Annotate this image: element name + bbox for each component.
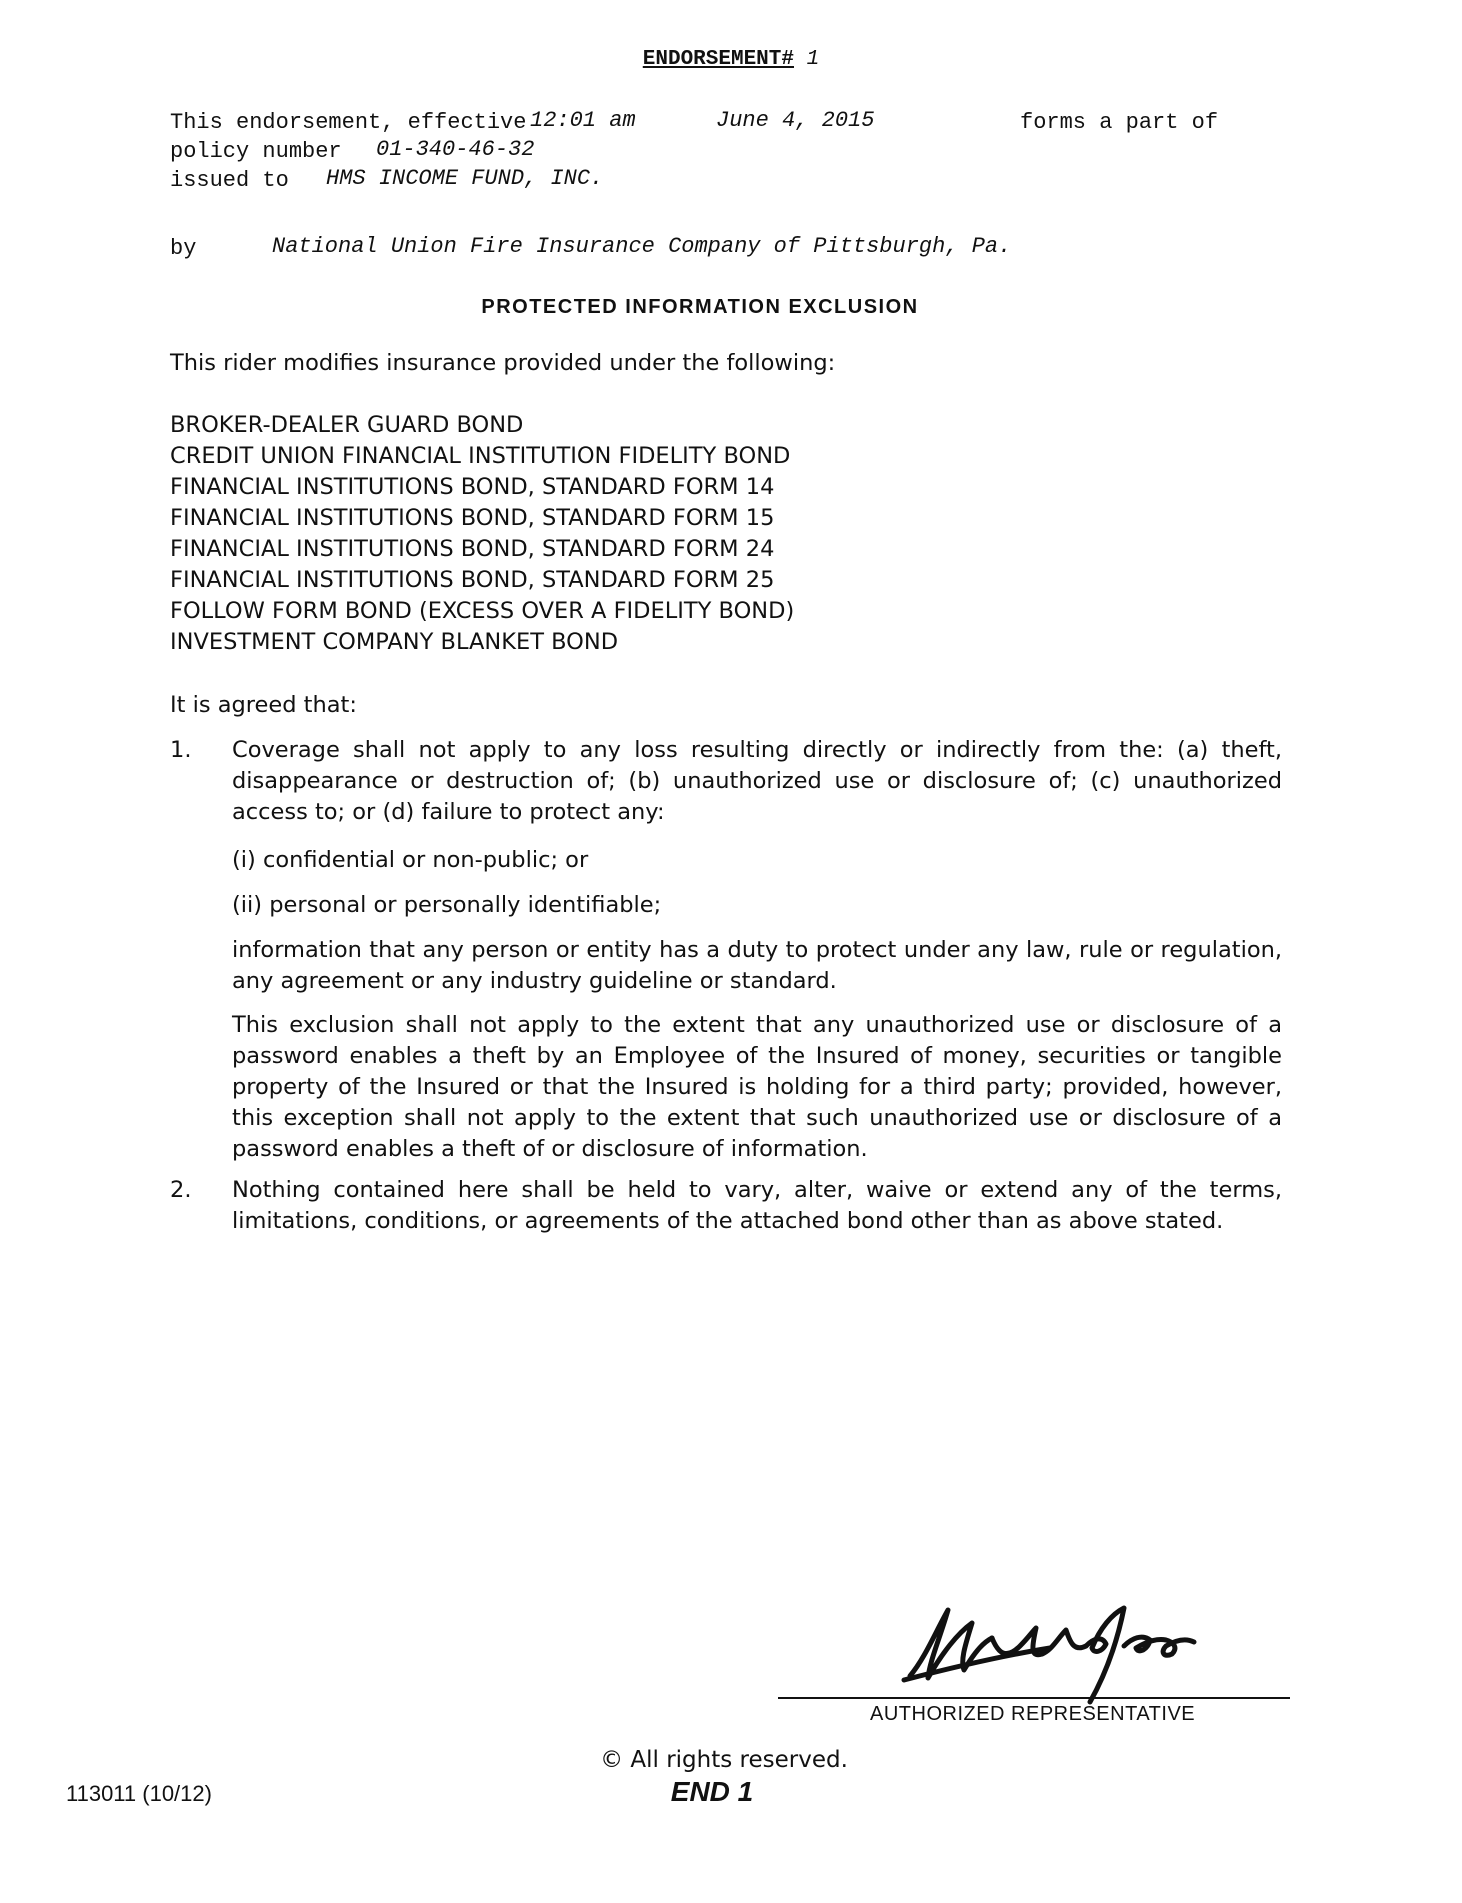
clause-text: Coverage shall not apply to any loss resulting directly or indirectly from the: (a) theft, disappearance or destruction of; (b) unauthorized use or disclosure of; (c) unauthorized access to; or (d) failure to protect any: <box>232 737 1282 825</box>
forms-part-of: forms a part of <box>1020 110 1219 135</box>
issued-to-name: HMS INCOME FUND, INC. <box>326 166 604 191</box>
bond-item: CREDIT UNION FINANCIAL INSTITUTION FIDELITY BOND <box>170 443 791 469</box>
rights-notice: © All rights reserved. <box>600 1747 848 1773</box>
policy-number-label: policy number <box>170 139 342 164</box>
policy-number: 01-340-46-32 <box>376 137 535 162</box>
bond-item: FINANCIAL INSTITUTIONS BOND, STANDARD FORM 24 <box>170 536 775 562</box>
endorsement-number: 1 <box>806 48 820 71</box>
bond-item: INVESTMENT COMPANY BLANKET BOND <box>170 629 619 655</box>
clause-information-text: information that any person or entity has a duty to protect under any law, rule or regulation, any agreement or any industry guideline or standard. <box>232 937 1282 994</box>
bond-item: FOLLOW FORM BOND (EXCESS OVER A FIDELITY BOND) <box>170 598 795 624</box>
endorsement-title <box>0 48 1462 71</box>
bond-item: FINANCIAL INSTITUTIONS BOND, STANDARD FORM 14 <box>170 474 775 500</box>
intro-text: This rider modifies insurance provided under the following: <box>170 350 836 376</box>
form-number: 113011 (10/12) <box>66 1781 212 1806</box>
effective-prefix: This endorsement, effective <box>170 110 527 135</box>
by-label: by <box>170 236 197 261</box>
clause-marker: 1. <box>170 737 192 763</box>
bond-item: BROKER-DEALER GUARD BOND <box>170 412 524 438</box>
bond-item: FINANCIAL INSTITUTIONS BOND, STANDARD FORM 25 <box>170 567 775 593</box>
signature-caption: AUTHORIZED REPRESENTATIVE <box>870 1703 1196 1725</box>
insurer-name: National Union Fire Insurance Company of Pittsburgh, Pa. <box>272 234 1012 259</box>
effective-time: 12:01 am <box>530 108 636 133</box>
clause-sub-ii: (ii) personal or personally identifiable; <box>232 892 662 918</box>
handwritten-signature <box>880 1598 1230 1708</box>
section-title: PROTECTED INFORMATION EXCLUSION <box>481 296 919 318</box>
clause-exception-text: This exclusion shall not apply to the extent that any unauthorized use or disclosure of a password enables a theft by an Employee of the Insured of money, securities or tangible property of the Insured or that the Insured is holding for a third party; provided, however, this exception shall not apply to the extent that such unauthorized use or disclosure of a password enables a theft of or disclosure of information. <box>232 1012 1282 1162</box>
bond-item: FINANCIAL INSTITUTIONS BOND, STANDARD FORM 15 <box>170 505 775 531</box>
endorsement-label: ENDORSEMENT# <box>642 48 794 71</box>
clause-text: Nothing contained here shall be held to vary, alter, waive or extend any of the terms, limitations, conditions, or agreements of the attached bond other than as above stated. <box>232 1177 1282 1234</box>
effective-date: June 4, 2015 <box>716 108 875 133</box>
clause-marker: 2. <box>170 1177 192 1203</box>
bond-list <box>170 410 794 658</box>
end-label: END 1 <box>670 1776 754 1807</box>
clause-sub-i: (i) confidential or non-public; or <box>232 847 589 873</box>
signature-line <box>778 1697 1290 1699</box>
issued-to-label: issued to <box>170 168 289 193</box>
agreed-text: It is agreed that: <box>170 692 357 718</box>
